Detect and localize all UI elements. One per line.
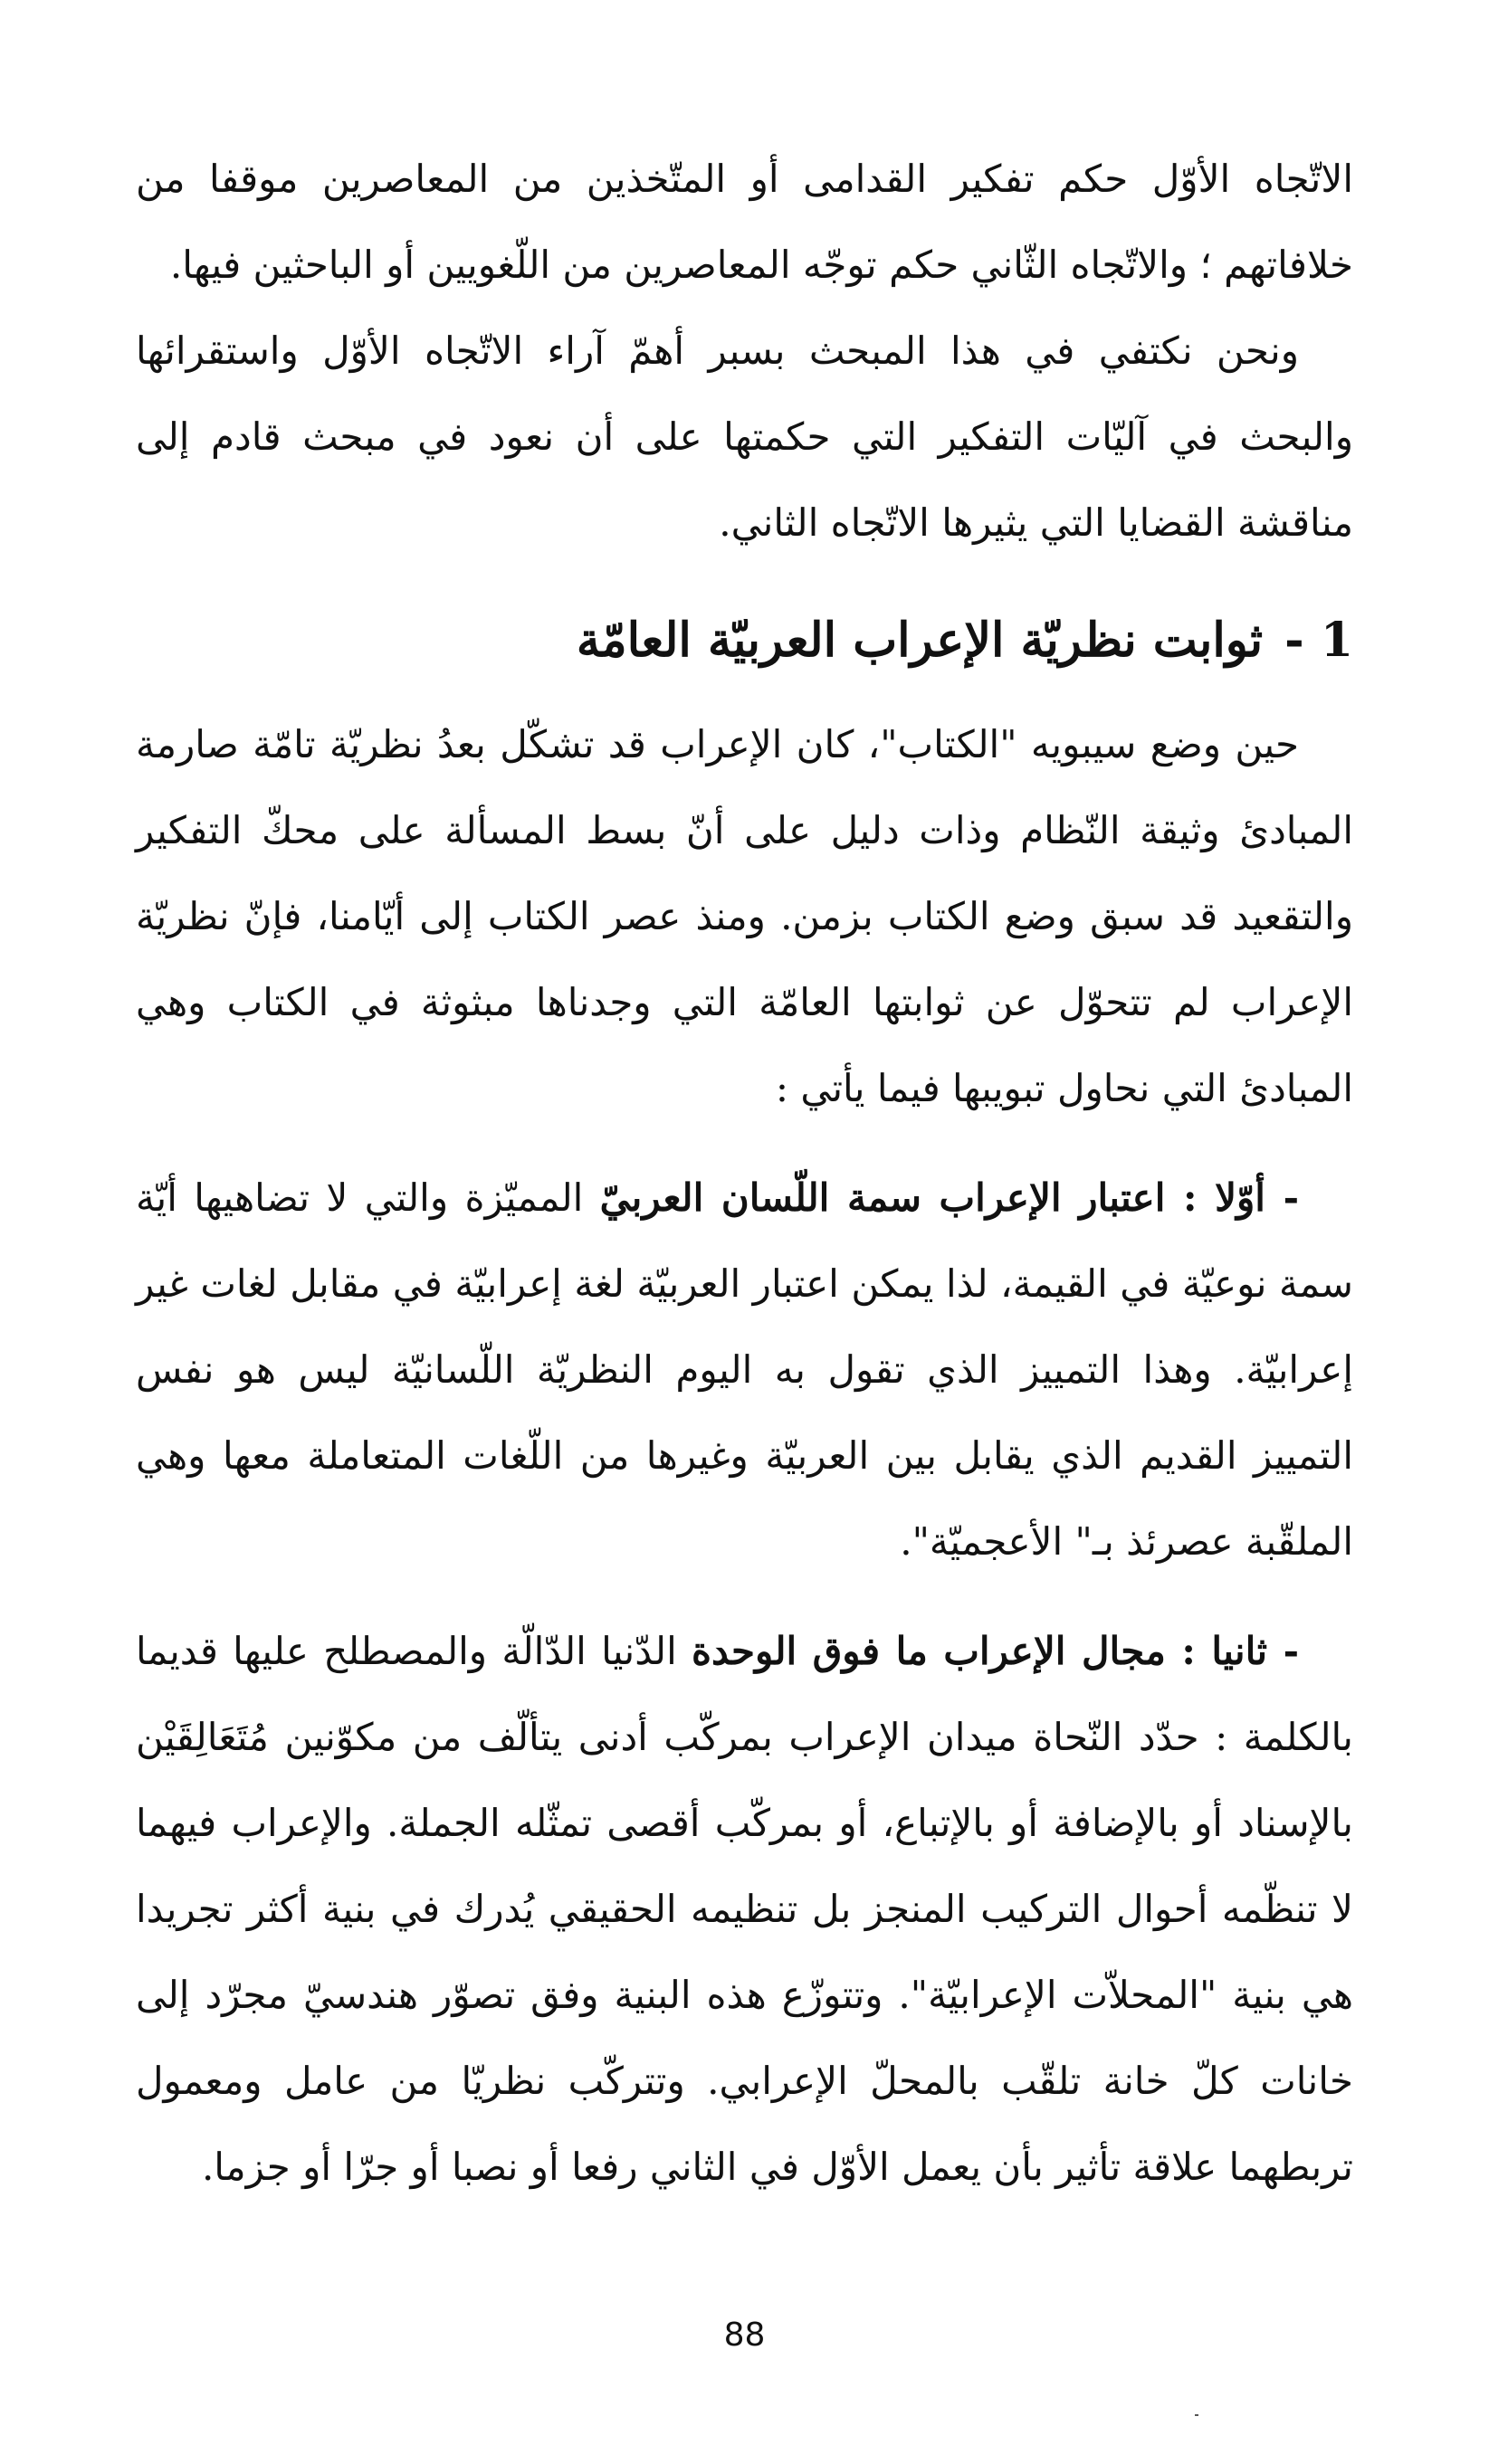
list-item-first-text: المميّزة والتي لا تضاهيها أيّة سمة نوعيّة في القيمة، لذا يمكن اعتبار العربيّة لغة إعرابيّة في مقابل لغات غير إعرابيّة. وهذا التمييز الذي تقول به اليوم النظريّة اللّسانيّة ليس هو نفس التمييز القديم الذي يقابل بين العربيّة وغيرها من اللّغات المتعاملة معها وهي الملقّبة عصرئذ بـ" الأعجميّة". [136, 1175, 1353, 1564]
list-item-second-lead: - ثانيا : مجال الإعراب ما فوق الوحدة [692, 1629, 1299, 1673]
intro-paragraph-2: ونحن نكتفي في هذا المبحث بسبر أهمّ آراء الاتّجاه الأوّل واستقرائها والبحث في آليّات التفكير التي حكمتها على أن نعود في مبحث قادم إلى مناقشة القضايا التي يثيرها الاتّجاه الثاني. [136, 328, 1353, 545]
list-item-second [136, 1608, 1353, 2210]
section-number: 1 - [1284, 613, 1353, 668]
list-item-first-lead: - أوّلا : اعتبار الإعراب سمة اللّسان العربيّ [599, 1175, 1299, 1220]
page-number: 88 [723, 2317, 766, 2354]
intro-paragraph-1: الاتّجاه الأوّل حكم تفكير القدامى أو المتّخذين من المعاصرين موقفا من خلافاتهم ؛ والاتّجاه الثّاني حكم توجّه المعاصرين من اللّغويين أو الباحثين فيها. [136, 157, 1353, 287]
scan-mark [1195, 2414, 1198, 2416]
section-paragraph: حين وضع سيبويه "الكتاب"، كان الإعراب قد تشكّل بعدُ نظريّة تامّة صارمة المبادئ وثيقة النّظام وذات دليل على أنّ بسط المسألة على محكّ التفكير والتقعيد قد سبق وضع الكتاب بزمن. ومنذ عصر الكتاب إلى أيّامنا، فإنّ نظريّة الإعراب لم تتحوّل عن ثوابتها العامّة التي وجدناها مبثوثة في الكتاب وهي المبادئ التي نحاول تبويبها فيما يأتي : [136, 722, 1353, 1110]
document-page [136, 136, 1353, 2210]
list-item-first [136, 1155, 1353, 1584]
section-title: ثوابت نظريّة الإعراب العربيّة العامّة [576, 613, 1264, 668]
section-heading [136, 591, 1353, 690]
list-item-second-text: الدّنيا الدّالّة والمصطلح عليها قديما بالكلمة : حدّد النّحاة ميدان الإعراب بمركّب أدنى يتألّف من مكوّنين مُتَعَالِقَيْن بالإسناد أو بالإضافة أو بالإتباع، أو بمركّب أقصى تمثّله الجملة. والإعراب فيهما لا تنظّمه أحوال التركيب المنجز بل تنظيمه الحقيقي يُدرك في بنية أكثر تجريدا هي بنية "المحلاّت الإعرابيّة". وتتوزّع هذه البنية وفق تصوّر هندسيّ مجرّد إلى خانات كلّ خانة تلقّب بالمحلّ الإعرابي. وتتركّب نظريّا من عامل ومعمول تربطهما علاقة تأثير بأن يعمل الأوّل في الثاني رفعا أو نصبا أو جرّا أو جزما. [136, 1629, 1353, 2189]
